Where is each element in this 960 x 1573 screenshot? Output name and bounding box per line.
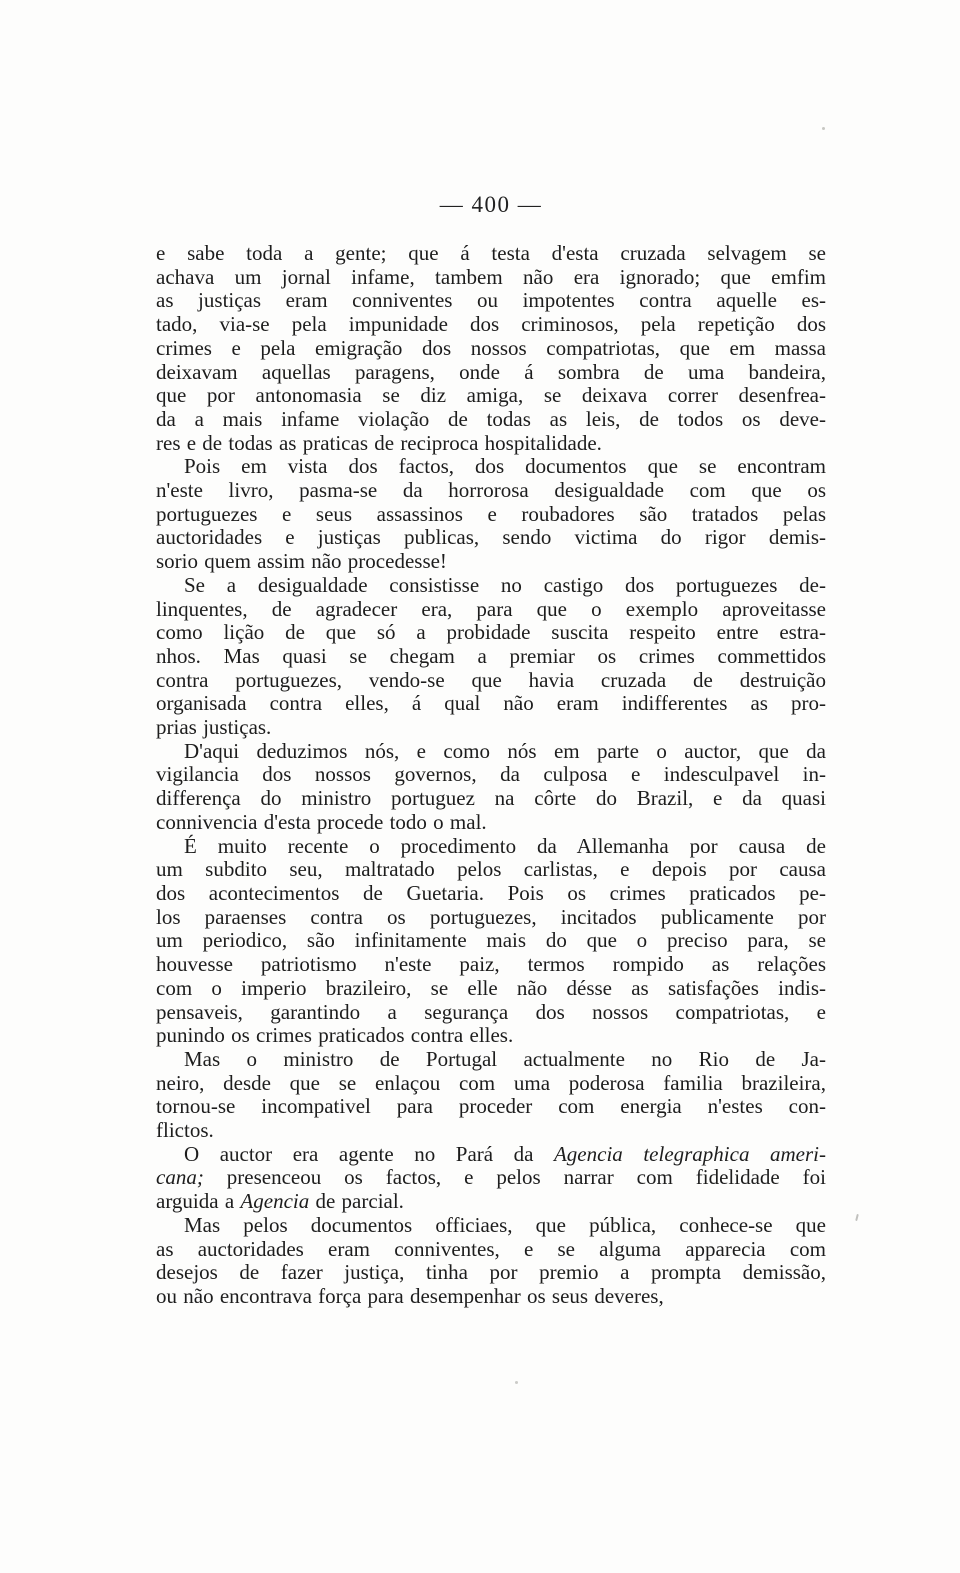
- text-line: [156, 1214, 826, 1238]
- text-segment: los paraenses contra os portuguezes, incitados publicamente por: [156, 904, 826, 929]
- paragraph: [156, 1143, 826, 1214]
- text-line: [156, 763, 826, 787]
- paragraph: [156, 1214, 826, 1309]
- text-segment: que por antonomasia se diz amiga, se deixava correr desenfrea-: [156, 383, 826, 408]
- text-segment: Mas o ministro de Portugal actualmente no Rio de Ja-: [184, 1046, 826, 1071]
- text-line: [156, 598, 826, 622]
- text-line: [156, 835, 826, 859]
- text-segment: sorio quem assim não procedesse!: [156, 549, 447, 574]
- text-line: [156, 361, 826, 385]
- text-line: [156, 574, 826, 598]
- text-line: [156, 1095, 826, 1119]
- text-segment: houvesse patriotismo n'este paiz, termos rompido as relações: [156, 952, 826, 977]
- text-line: [156, 740, 826, 764]
- text-segment: vigilancia dos nossos governos, da culposa e indesculpavel in-: [156, 762, 826, 787]
- text-segment: auctoridades e justiças publicas, sendo victima do rigor demis-: [156, 525, 826, 550]
- scan-artifact-dot-top-right: [822, 127, 825, 130]
- text-line: [156, 1190, 826, 1214]
- text-segment: dos acontecimentos de Guetaria. Pois os crimes praticados pe-: [156, 880, 826, 905]
- page-number: — 400 —: [439, 192, 543, 217]
- text-segment: contra portuguezes, vendo-se que havia cruzada de destruição: [156, 667, 826, 692]
- italic-text-segment: Agencia telegraphica ameri-: [553, 1141, 826, 1166]
- text-segment: um periodico, são infinitamente mais do que o preciso para, se: [156, 928, 826, 953]
- text-segment: com o imperio brazileiro, se elle não désse as satisfações indis-: [156, 975, 826, 1000]
- text-line: [156, 621, 826, 645]
- text-line: [156, 1048, 826, 1072]
- text-segment: achava um jornal infame, tambem não era ignorado; que emfim: [156, 264, 826, 289]
- text-line: [156, 384, 826, 408]
- italic-text-segment: cana;: [156, 1165, 204, 1190]
- text-segment: nhos. Mas quasi se chegam a premiar os crimes commettidos: [156, 643, 826, 668]
- text-line: [156, 550, 826, 574]
- scan-artifact-dot-bottom: [515, 1381, 518, 1384]
- text-line: [156, 716, 826, 740]
- text-line: [156, 645, 826, 669]
- text-line: [156, 408, 826, 432]
- text-line: [156, 882, 826, 906]
- text-segment: as auctoridades eram conniventes, e se alguma apparecia com: [156, 1236, 826, 1261]
- text-line: [156, 1001, 826, 1025]
- text-segment: neiro, desde que se enlaçou com uma poderosa familia brazileira,: [156, 1070, 826, 1095]
- text-line: [156, 1143, 826, 1167]
- text-line: [156, 526, 826, 550]
- text-segment: pensaveis, garantindo a segurança dos nossos compatriotas, e: [156, 999, 826, 1024]
- scan-artifact-mark-right: [855, 1214, 859, 1221]
- text-segment: D'aqui deduzimos nós, e como nós em parte o auctor, que da: [184, 738, 826, 763]
- text-line: [156, 1261, 826, 1285]
- text-segment: ou não encontrava força para desempenhar os seus deveres,: [156, 1283, 664, 1308]
- text-segment: Pois em vista dos factos, dos documentos que se encontram: [184, 454, 826, 479]
- text-segment: desejos de fazer justiça, tinha por premio a prompta demissão,: [156, 1260, 826, 1285]
- text-segment: crimes e pela emigração dos nossos compatriotas, que em massa: [156, 335, 826, 360]
- text-segment: as justiças eram conniventes ou impotentes contra aquelle es-: [156, 288, 826, 313]
- text-line: [156, 1072, 826, 1096]
- text-segment: res e de todas as praticas de reciproca hospitalidade.: [156, 430, 602, 455]
- text-segment: prias justiças.: [156, 715, 272, 740]
- text-segment: portuguezes e seus assassinos e roubadores são tratados pelas: [156, 501, 826, 526]
- text-segment: e sabe toda a gente; que á testa d'esta cruzada selvagem se: [156, 241, 826, 265]
- text-line: [156, 242, 826, 266]
- text-line: [156, 1166, 826, 1190]
- italic-text-segment: Agencia: [240, 1189, 310, 1214]
- text-line: [156, 811, 826, 835]
- text-segment: de parcial.: [309, 1189, 404, 1214]
- text-line: [156, 1024, 826, 1048]
- text-line: [156, 692, 826, 716]
- text-segment: da a mais infame violação de todas as leis, de todos os deve-: [156, 406, 826, 431]
- text-line: [156, 479, 826, 503]
- paragraph: [156, 574, 826, 740]
- text-line: [156, 337, 826, 361]
- text-line: [156, 1285, 826, 1309]
- paragraph: [156, 455, 826, 574]
- text-line: [156, 455, 826, 479]
- text-block: [156, 242, 826, 1309]
- text-segment: É muito recente o procedimento da Allemanha por causa de: [184, 833, 826, 858]
- paragraph: [156, 242, 826, 455]
- text-segment: connivencia d'esta procede todo o mal.: [156, 809, 487, 834]
- text-line: [156, 1238, 826, 1262]
- text-segment: Se a desigualdade consistisse no castigo dos portuguezes de-: [184, 572, 826, 597]
- text-segment: tado, via-se pela impunidade dos criminosos, pela repetição dos: [156, 312, 826, 337]
- text-segment: arguida a: [156, 1189, 241, 1214]
- text-line: [156, 787, 826, 811]
- text-segment: organisada contra elles, á qual não eram indifferentes as pro-: [156, 691, 826, 716]
- text-segment: como lição de que só a probidade suscita respeito entre estra-: [156, 620, 826, 645]
- text-line: [156, 313, 826, 337]
- text-segment: deixavam aquellas paragens, onde á sombra de uma bandeira,: [156, 359, 826, 384]
- text-line: [156, 669, 826, 693]
- text-line: [156, 503, 826, 527]
- paragraph: [156, 740, 826, 835]
- text-line: [156, 953, 826, 977]
- text-segment: tornou-se incompativel para proceder com energia n'estes con-: [156, 1094, 826, 1119]
- text-line: [156, 1119, 826, 1143]
- text-segment: O auctor era agente no Pará da: [184, 1141, 554, 1166]
- text-segment: flictos.: [156, 1118, 214, 1143]
- text-segment: n'este livro, pasma-se da horrorosa desigualdade com que os: [156, 478, 826, 503]
- text-segment: linquentes, de agradecer era, para que o exemplo aproveitasse: [156, 596, 826, 621]
- text-line: [156, 858, 826, 882]
- text-line: [156, 906, 826, 930]
- text-line: [156, 266, 826, 290]
- text-line: [156, 929, 826, 953]
- text-segment: differença do ministro portuguez na côrte do Brazil, e da quasi: [156, 786, 826, 811]
- text-line: [156, 977, 826, 1001]
- text-segment: um subdito seu, maltratado pelos carlistas, e depois por causa: [156, 857, 826, 882]
- text-segment: Mas pelos documentos officiaes, que pública, conhece-se que: [184, 1212, 826, 1237]
- text-segment: presenceou os factos, e pelos narrar com fidelidade foi: [203, 1165, 826, 1190]
- text-line: [156, 432, 826, 456]
- paragraph: [156, 1048, 826, 1143]
- text-segment: punindo os crimes praticados contra elles.: [156, 1023, 514, 1048]
- text-line: [156, 289, 826, 313]
- paragraph: [156, 835, 826, 1048]
